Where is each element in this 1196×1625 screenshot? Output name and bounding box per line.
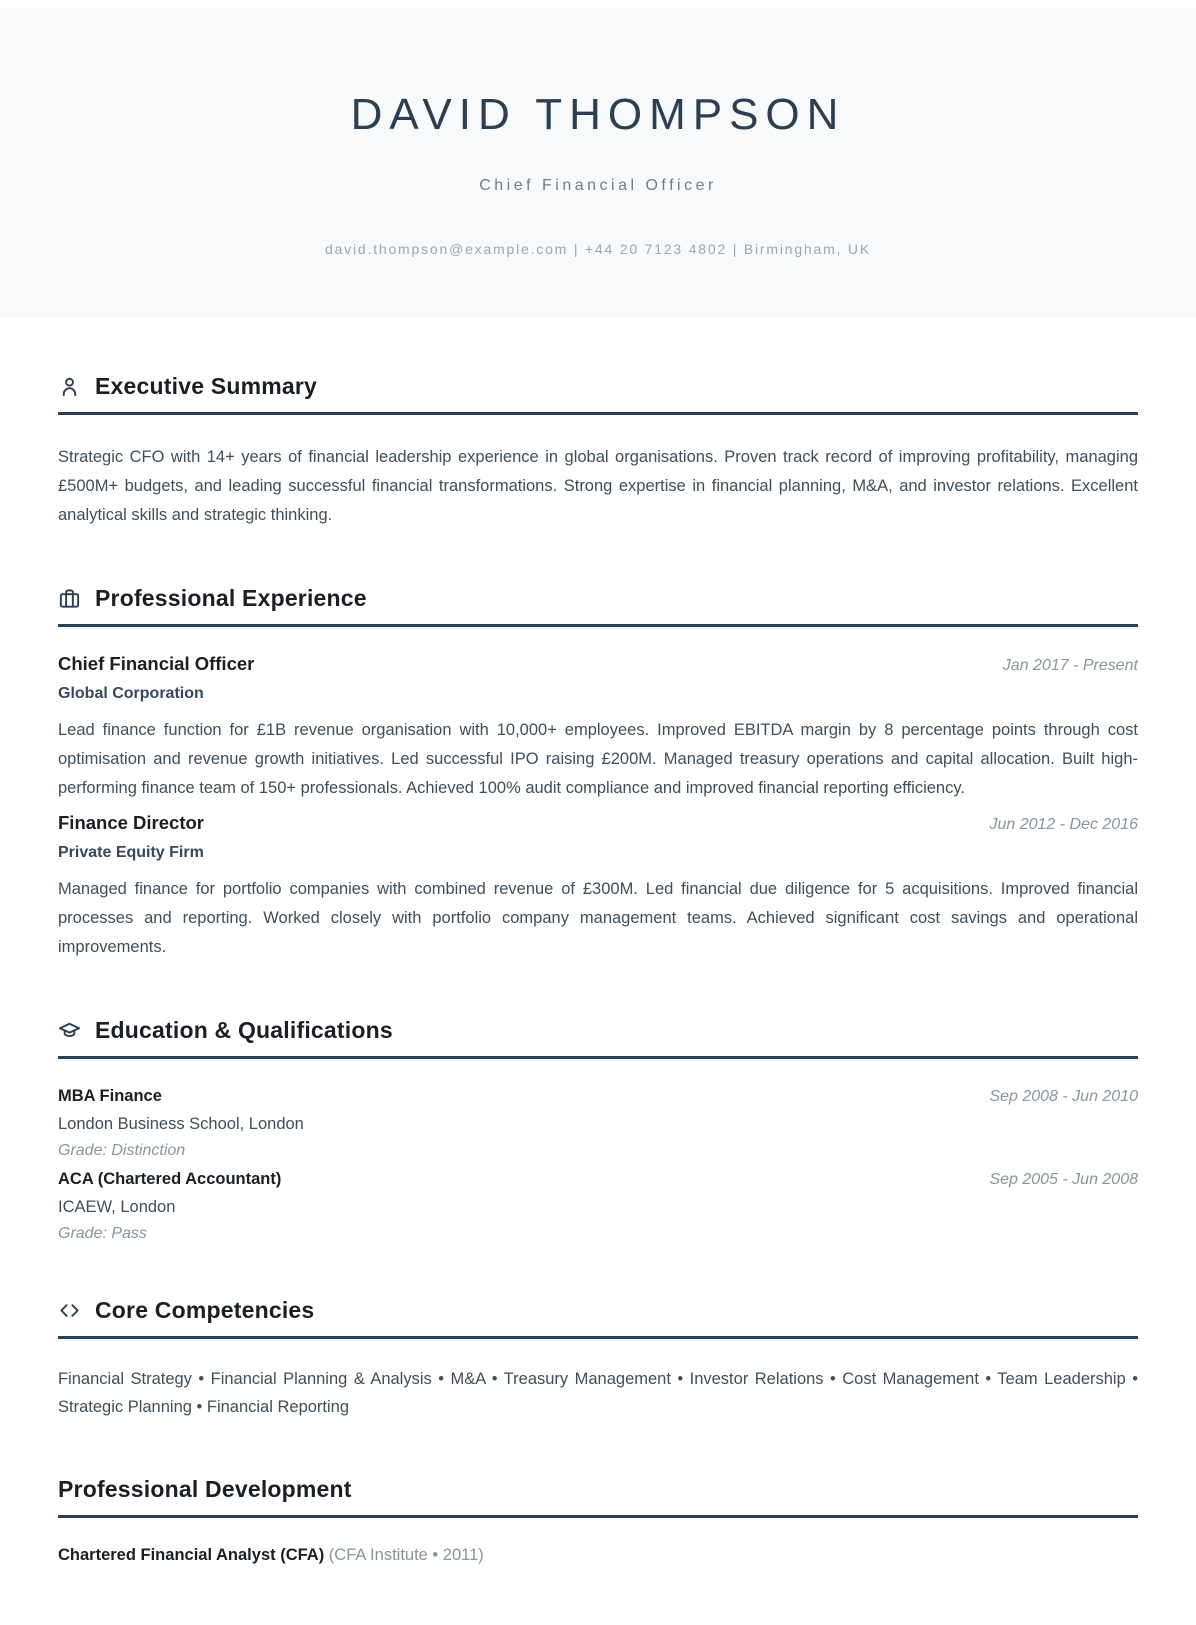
section-executive-summary [58,373,1138,531]
job-company: Private Equity Firm [58,843,204,861]
degree-name: ACA (Chartered Accountant) [58,1169,282,1188]
job-entry-header [58,653,1138,675]
job-company: Global Corporation [58,684,204,702]
graduation-cap-icon [58,1019,81,1042]
briefcase-icon [58,587,81,610]
competencies-list: Financial Strategy • Financial Planning & Analysis • M&A • Treasury Management • Investor Relations • Cost Management • Team Leadership • Strategic Planning • Financial Reporting [58,1369,1138,1417]
contact-info: david.thompson@example.com | +44 20 7123 4802 | Birmingham, UK [325,240,871,257]
education-dates: Sep 2008 - Jun 2010 [989,1087,1138,1105]
job-dates: Jun 2012 - Dec 2016 [989,815,1138,833]
certification-detail: (CFA Institute • 2011) [328,1545,484,1564]
resume-header [0,8,1196,319]
education-entry [58,1087,1138,1160]
job-entry-header [58,812,1138,834]
executive-summary-header [58,373,1138,415]
job-entry [58,812,1138,963]
executive-summary-heading: Executive Summary [95,372,318,399]
executive-summary-text: Strategic CFO with 14+ years of financial leadership experience in global organisations. Proven track record of improving profitability, managing £500M+ budgets, and leading successful financial transformations. Strong expertise in financial planning, M&A, and investor relations. Excellent analytical skills and strategic thinking. [58,447,1138,525]
resume-document [0,8,1196,1625]
job-title: Chief Financial Officer [58,652,255,674]
job-entry [58,653,1138,804]
degree-name: MBA Finance [58,1086,162,1105]
job-description: Lead finance function for £1B revenue organisation with 10,000+ employees. Improved EBITDA margin by 8 percentage points through cost optimisation and revenue growth initiatives. Led successful IPO raising £200M. Managed treasury operations and capital allocation. Built high-performing finance team of 150+ professionals. Achieved 100% audit compliance and improved financial reporting efficiency. [58,720,1138,798]
section-professional-experience [58,585,1138,963]
institution-name: London Business School, London [58,1114,304,1133]
grade-text: Grade: Distinction [58,1141,186,1159]
core-competencies-header [58,1297,1138,1339]
code-icon [58,1299,81,1322]
section-education [58,1017,1138,1243]
section-professional-development [58,1476,1138,1565]
education-dates: Sep 2005 - Jun 2008 [989,1170,1138,1188]
education-entry [58,1170,1138,1243]
candidate-job-title: Chief Financial Officer [479,176,717,194]
job-title: Finance Director [58,811,204,833]
certification-name: Chartered Financial Analyst (CFA) [58,1545,325,1564]
resume-body [0,373,1196,1625]
education-header [58,1017,1138,1059]
professional-experience-header [58,585,1138,627]
institution-name: ICAEW, London [58,1197,176,1216]
section-core-competencies [58,1297,1138,1422]
professional-development-heading: Professional Development [58,1475,352,1502]
job-dates: Jan 2017 - Present [1002,656,1138,674]
candidate-name: DAVID THOMPSON [350,90,846,139]
user-icon [58,375,81,398]
education-entry-header [58,1087,1138,1106]
education-entry-header [58,1170,1138,1189]
certification-item [58,1546,1138,1565]
core-competencies-heading: Core Competencies [95,1296,315,1323]
job-description: Managed finance for portfolio companies with combined revenue of £300M. Led financial due diligence for 5 acquisitions. Improved financial processes and reporting. Worked closely with portfolio company management teams. Achieved significant cost savings and operational improvements. [58,879,1138,957]
professional-experience-heading: Professional Experience [95,584,367,611]
grade-text: Grade: Pass [58,1224,147,1242]
education-heading: Education & Qualifications [95,1016,393,1043]
professional-development-header [58,1476,1138,1518]
